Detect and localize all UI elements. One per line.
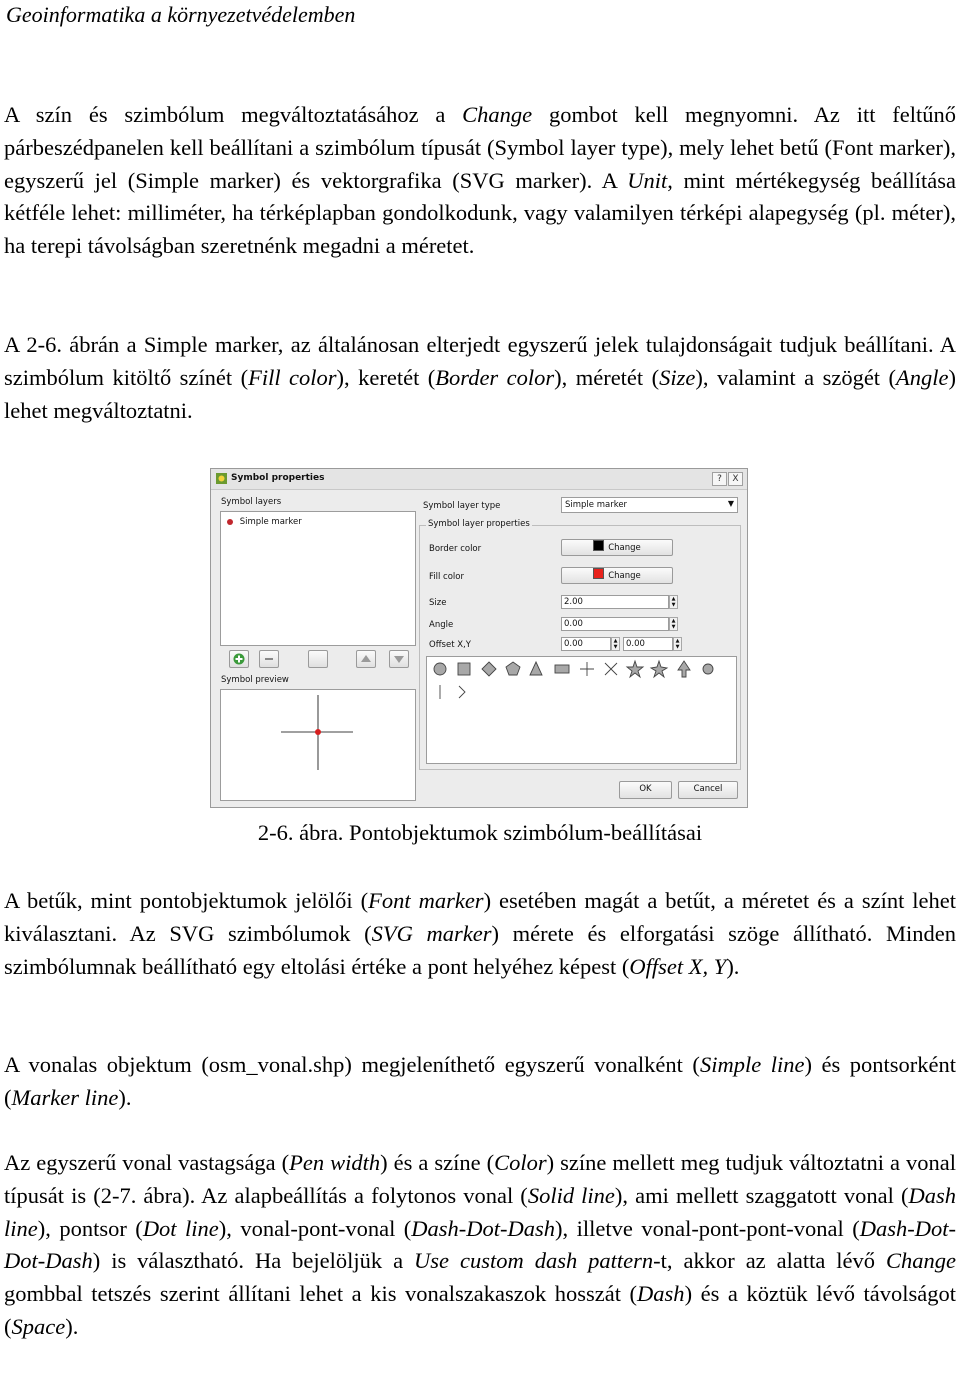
size-spinner[interactable]: ▲ ▼ [669,595,678,609]
dialog-title: Symbol properties [231,473,325,483]
cancel-button[interactable]: Cancel [678,781,738,799]
move-down-button[interactable] [389,650,409,668]
offset-x-input[interactable]: 0.00 [561,637,611,651]
regular-star-shape-icon [651,661,667,677]
star-shape-icon [627,661,643,677]
layer-item-label: Simple marker [239,517,302,527]
angle-spinner[interactable]: ▲ ▼ [669,617,678,631]
arrow-shape-icon [678,661,690,677]
select-value: Simple marker [565,500,628,510]
add-layer-button[interactable] [229,650,249,668]
lock-layer-button[interactable] [308,650,328,668]
marker-dot-icon [227,519,233,525]
list-item[interactable] [227,517,302,527]
arrowhead-shape-icon [459,686,465,698]
offset-x-spinner[interactable]: ▲ ▼ [611,637,620,651]
offset-label: Offset X,Y [429,640,471,650]
remove-layer-button[interactable] [259,650,279,668]
symbol-layer-type-select[interactable] [561,497,738,513]
chevron-down-icon: ▼ [727,499,734,508]
down-arrow-icon [393,654,405,664]
triangle-shape-icon [530,662,542,675]
paragraph-1: A szín és szimbólum megváltoztatásához a Change gombot kell megnyomni. Az itt feltűnő párbeszédpanelen kell beállítani a szimbólum típusát (Symbol layer type), mely lehet betű (Font marker), egyszerű jel (Simple marker) és vektorgrafika (SVG marker). A Unit, mint mértékegység beállítása kétféle lehet: milliméter, ha térképlapban gondolkodunk, vagy valamilyen térképi alapegység (pl. méter), ha terepi távolságban szeretnénk megadni a méretet. [4,102,956,259]
size-label: Size [429,598,447,608]
rectangle-shape-icon [555,665,569,673]
paragraph-5: Az egyszerű vonal vastagsága (Pen width) és a színe (Color) színe mellett meg tudjuk változtatni a vonal típusát is (2-7. ábra). Az alapbeállítás a folytonos vonal (Solid line), ami mellett szaggatott vonal (Dash line), pontsor (Dot line), vonal-pont-vonal (Dash-Dot-Dash), illetve vonal-pont-pont-vonal (Dash-Dot-Dot-Dash) is választható. Ha bejelöljük a Use custom dash pattern-t, akkor az alatta lévő Change gombbal tetszés szerint állítani lehet a kis vonalszakaszok hosszát (Dash) és a köztük lévő távolságot (Space). [4,1150,957,1339]
marker-shape-list[interactable] [426,656,737,764]
paragraph-2: A 2-6. ábrán a Simple marker, az általánosan elterjedt egyszerű jelek tulajdonságait tudjuk beállítani. A szimbólum kitöltő színét (Fill color), keretét (Border color), méretét (Size), valamint a szögét (Angle) lehet megváltoztatni. [4,332,956,423]
minus-icon [263,653,275,665]
plus-icon [233,653,245,665]
preview-crosshair-icon [221,690,415,800]
close-button[interactable]: X [728,472,743,486]
border-color-swatch [593,540,604,551]
fill-color-label: Fill color [429,572,464,582]
border-color-label: Border color [429,544,482,554]
size-input[interactable]: 2.00 [561,595,669,609]
symbol-layers-label: Symbol layers [221,497,282,507]
paragraph-3: A betűk, mint pontobjektumok jelölői (Font marker) esetében magát a betűt, a méretet és a színt lehet kiválasztani. Az SVG szimbólumok (SVG marker) mérete és elforgatási szöge állítható. Minden szimbólumnak beállítható egy eltolási értéke a pont helyéhez képest (Offset X, Y). [4,888,956,979]
qgis-app-icon [216,473,227,484]
figure-caption: 2-6. ábra. Pontobjektumok szimbólum-beállításai [257,820,703,845]
cross-shape-icon [580,662,594,676]
symbol-preview-label: Symbol preview [221,675,289,685]
square-shape-icon [458,663,470,675]
symbol-preview [220,689,416,801]
symbol-layer-type-label: Symbol layer type [423,501,501,511]
diamond-shape-icon [482,662,496,676]
border-color-change-button[interactable]: Change [561,539,673,556]
dialog-titlebar [211,469,747,490]
fill-color-change-button[interactable]: Change [561,567,673,584]
move-up-button[interactable] [356,650,376,668]
marker-shapes [427,657,736,763]
symbol-layers-list[interactable] [220,511,416,646]
x-shape-icon [605,663,617,675]
properties-group-title: Symbol layer properties [428,519,530,529]
paragraph-4: A vonalas objektum (osm_vonal.shp) megjeleníthető egyszerű vonalként (Simple line) és pontsorként (Marker line). [4,1052,956,1110]
help-button[interactable]: ? [712,472,727,486]
offset-y-spinner[interactable]: ▲ ▼ [673,637,682,651]
angle-label: Angle [429,620,454,630]
offset-y-input[interactable]: 0.00 [623,637,673,651]
symbol-properties-dialog [210,468,748,808]
fill-color-swatch [593,568,604,579]
running-header: Geoinformatika a környezetvédelemben [6,2,356,27]
circle-small-shape-icon [703,664,713,674]
up-arrow-icon [360,654,372,664]
ok-button[interactable]: OK [619,781,672,799]
circle-shape-icon [434,663,446,675]
angle-input[interactable]: 0.00 [561,617,669,631]
pentagon-shape-icon [506,662,520,675]
